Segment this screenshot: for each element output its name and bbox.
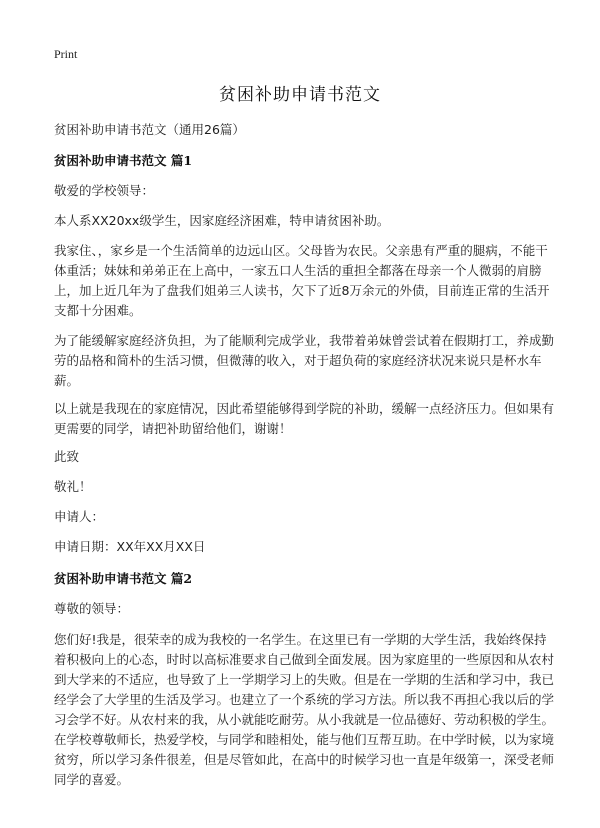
application-date: 申请日期：XX年XX月XX日 (54, 539, 206, 554)
subtitle: 贫困补助申请书范文（通用26篇） (54, 122, 245, 137)
closing-line-2: 敬礼！ (54, 479, 92, 494)
applicant-label: 申请人： (54, 509, 105, 524)
section-heading-2: 贫困补助申请书范文 篇2 (54, 571, 193, 586)
paragraph-1-2: 我家住、，家乡是一个生活简单的边远山区。父母皆为农民。父亲患有严重的腿病，不能干体重活；妹妹和弟弟正在上高中，一家五口人生活的重担全都落在母亲一个人微弱的肩膀上，加上近几年为了盘我们姐弟三人读书，欠下了近8万余元的外债，目前连正常的生活开支都十分困难。 (54, 243, 550, 318)
greeting-1: 敬爱的学校领导： (54, 183, 155, 198)
paragraph-1-4: 以上就是我现在的家庭情况，因此希望能够得到学院的补助，缓解一点经济压力。但如果有更需要的同学，请把补助留给他们，谢谢！ (54, 401, 555, 436)
section-heading-1: 贫困补助申请书范文 篇1 (54, 153, 193, 168)
closing-line-1: 此致 (54, 449, 80, 464)
page-title: 贫困补助申请书范文 (219, 85, 381, 105)
paragraph-1-3: 为了能缓解家庭经济负担，为了能顺利完成学业，我带着弟妹曾尝试着在假期打工，养成勤劳的品格和简朴的生活习惯，但微薄的收入，对于超负荷的家庭经济状况来说只是杯水车薪。 (54, 333, 555, 388)
print-label: Print (54, 47, 78, 61)
paragraph-1-1: 本人系XX20xx级学生，因家庭经济困难，特申请贫困补助。 (54, 213, 390, 228)
paragraph-2-1: 您们好!我是，很荣幸的成为我校的一名学生。在这里已有一学期的大学生活，我始终保持着积极向上的心态，时时以高标准要求自己做到全面发展。因为家庭里的一些原因和从农村到大学来的不适应，也导致了上一学期学习上的失败。但是在一学期的生活和学习中，我已经学会了大学里的生活及学习。也建立了一个系统的学习方法。所以我不再担心我以后的学习会学不好。从农村来的我，从小就能吃耐劳。从小我就是一位品德好、劳动积极的学生。在学校尊敬师长，热爱学校，与同学和睦相处，能与他们互帮互助。在中学时候，以为家境贫穷，所以学习条件很差，但是尽管如此，在高中的时候学习也一直是年级第一，深受老师同学的喜爱。 (54, 632, 555, 787)
greeting-2: 尊敬的领导： (54, 601, 130, 616)
